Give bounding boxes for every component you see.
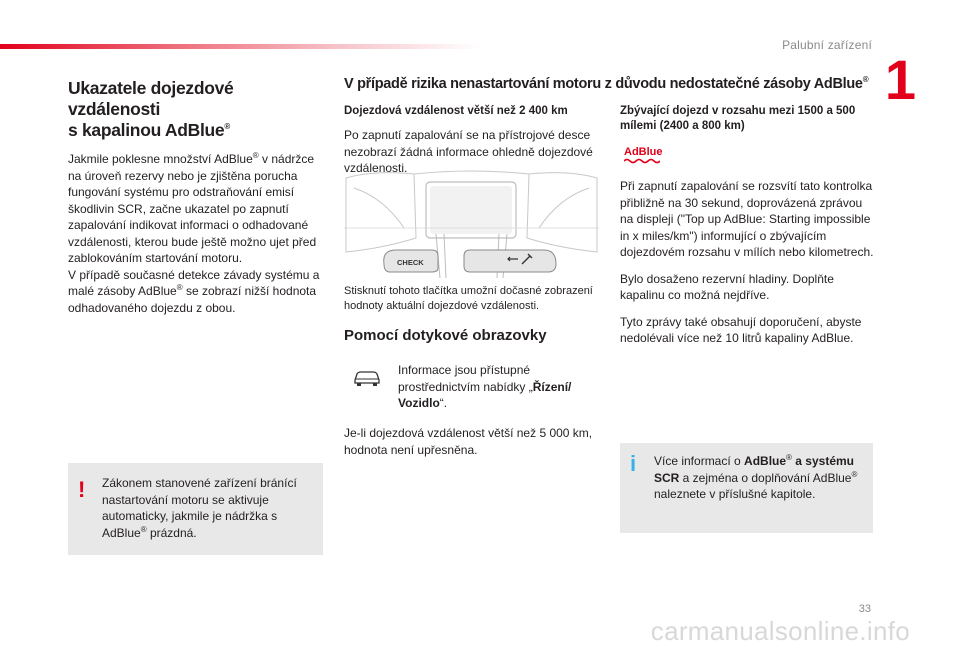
reserve-level-text: Bylo dosaženo rezervní hladiny. Doplňte kapalinu co možná nejdříve. (620, 271, 834, 302)
warning-text (102, 475, 317, 541)
section-label: Palubní zařízení (782, 38, 872, 52)
center-display-screen (430, 186, 512, 234)
info-text-e: naleznete v příslušné kapitole. (654, 487, 816, 501)
main-title-line2: s kapalinou AdBlue (68, 120, 225, 140)
registered-mark: ® (176, 283, 183, 292)
range-over-2400-text: Po zapnutí zapalování se na přístrojové desce nezobrazí žádná informace ohledně dojezdové vzdálenosti. (344, 128, 593, 175)
touch-text-c: “. (439, 396, 448, 410)
registered-mark: ® (224, 122, 230, 132)
warning-icon: ! (78, 477, 86, 502)
adblue-warning-lamp-icon (624, 146, 663, 164)
risk-section-title (344, 76, 884, 92)
registered-mark: ® (786, 453, 792, 462)
info-text-d: a zejména o doplňování AdBlue (679, 470, 852, 485)
adblue-lamp-label: AdBlue (624, 146, 663, 158)
left-dial-outline (346, 173, 416, 252)
info-text-b: AdBlue (744, 454, 787, 468)
check-button-label: CHECK (397, 258, 424, 267)
dashboard-illustration (344, 168, 599, 278)
info-text-a: Více informací o (654, 454, 745, 468)
registered-mark: ® (862, 75, 869, 85)
warning-text-b: prázdná. (146, 525, 197, 540)
intro-text-c: V případě současné detekce závady systému a malé zásoby AdBlue (68, 267, 320, 298)
intro-text-a: Jakmile poklesne množství AdBlue (68, 152, 253, 166)
lamp-explanation: Při zapnutí zapalování se rozsvítí tato kontrolka přibližně na 30 sekund, doprovázená zprávou na displeji ("Top up AdBlue: Starting impossible in x miles/km") informující o zbývajícím dojezdovém rozsahu v mílích nebo kilometrech. (620, 179, 874, 259)
menu-name: Řízení/ Vozidlo (398, 379, 572, 410)
info-box (620, 443, 873, 533)
registered-mark: ® (252, 151, 259, 160)
chapter-number: 1 (884, 48, 916, 111)
intro-text-b: v nádržce na úroveň rezervy nebo je zjištěna porucha fungování systému pro odstraňování emisí škodlivin SCR, začne ukazatel po zapnutí zapalování indikovat informaci o odhadované vzdálenosti, kterou bude ještě možno ujet před zablokováním startování motoru. (68, 152, 317, 265)
info-text (654, 453, 866, 503)
check-button[interactable] (384, 250, 438, 272)
left-dial-arc (354, 188, 404, 228)
registered-mark: ® (851, 469, 858, 479)
cluster-top-curve (414, 171, 529, 174)
range-1500-500-heading: Zbývající dojezd v rozsahu mezi 1500 a 500 mílemi (2400 a 800 km) (620, 105, 856, 132)
adblue-wave-icon (624, 158, 660, 164)
trip-reset-button[interactable] (464, 250, 556, 272)
warning-box (68, 463, 323, 555)
warning-text-a: Zákonem stanovené zařízení bránící nastartování motoru se aktivuje automaticky, jakmile je nádržka s AdBlue (102, 476, 297, 540)
intro-paragraph (68, 151, 323, 316)
check-button-caption: Stisknutí tohoto tlačítka umožní dočasné zobrazení hodnoty aktuální dojezdové vzdálenosti. (344, 285, 593, 312)
watermark-text: carmanualsonline.info (650, 616, 910, 646)
right-dial-outline (527, 173, 597, 252)
intro-text-d: se zobrazí nižší hodnota odhadovaného dojezdu z obou. (68, 284, 317, 315)
page-number: 33 (858, 603, 871, 615)
right-dial-arc (539, 188, 589, 228)
registered-mark: ® (140, 524, 147, 534)
info-icon: i (630, 451, 637, 476)
header-accent-bar (0, 44, 480, 49)
touch-text-a: Informace jsou přístupné prostřednictvím nabídky „ (398, 363, 533, 394)
column-line-left-inner (444, 234, 446, 278)
touchscreen-heading: Pomocí dotykové obrazovky (344, 327, 547, 344)
risk-title-text: V případě rizika nenastartování motoru z důvodu nedostatečné zásoby AdBlue (344, 76, 863, 92)
column-left (68, 78, 323, 326)
refill-recommendation-text: Tyto zprávy také obsahují doporučení, abyste nedolévali více než 10 litrů kapaliny AdBlue. (620, 314, 862, 345)
info-text-c: a systému SCR (654, 454, 854, 485)
touchscreen-text (398, 362, 598, 412)
main-title-line1: Ukazatele dojezdové vzdálenosti (68, 78, 234, 119)
range-over-5000-text: Je-li dojezdová vzdálenost větší než 5 000 km, hodnota není upřesněna. (344, 426, 593, 457)
column-right (620, 104, 875, 357)
main-title (68, 78, 323, 141)
range-over-2400-heading: Dojezdová vzdálenost větší než 2 400 km (344, 105, 568, 117)
car-menu-icon (352, 367, 382, 387)
